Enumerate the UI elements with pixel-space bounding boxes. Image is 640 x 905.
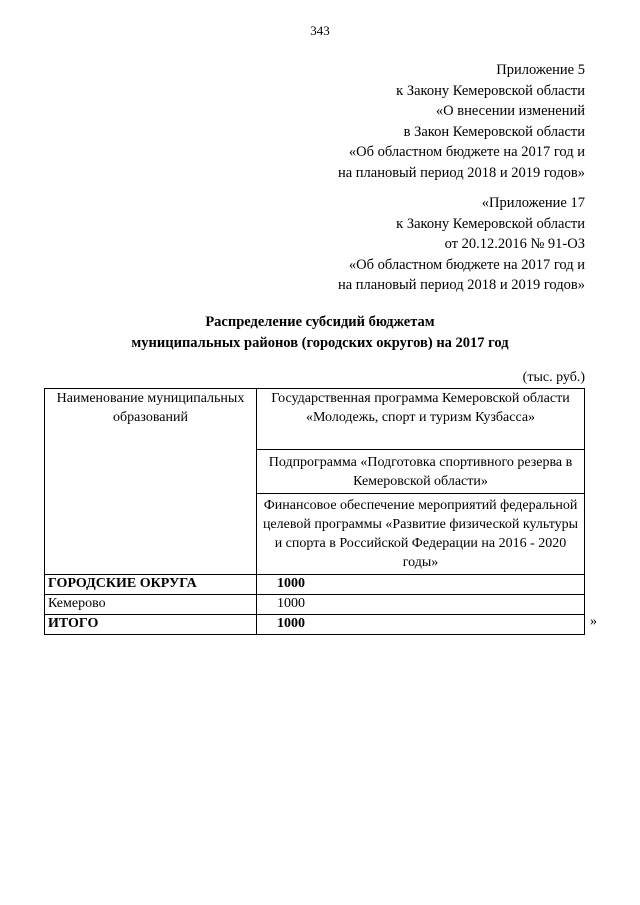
subsidy-distribution-table bbox=[44, 388, 585, 635]
appendix-line: «Приложение 17 bbox=[481, 195, 585, 211]
row-value-cell: 1000 bbox=[257, 615, 585, 635]
table-row bbox=[45, 575, 585, 595]
column-header-financing: Финансовое обеспечение мероприятий федеральной целевой программы «Развитие физической культуры и спорта в Российской Федерации на 2016 - 2020 годы» bbox=[257, 494, 585, 575]
column-header-subprogram: Подпрограмма «Подготовка спортивного резерва в Кемеровской области» bbox=[257, 450, 585, 494]
row-name-cell: Кемерово bbox=[45, 595, 257, 615]
appendix-line: «Об областном бюджете на 2017 год и bbox=[348, 144, 585, 160]
page-number: 343 bbox=[310, 23, 330, 38]
appendix-line: в Закон Кемеровской области bbox=[403, 123, 585, 140]
table-row bbox=[45, 615, 585, 635]
appendix-line: к Закону Кемеровской области bbox=[396, 82, 585, 99]
column-header-municipality: Наименование муниципальных образований bbox=[45, 389, 257, 575]
appendix-line: «О внесении изменений bbox=[435, 103, 585, 119]
appendix-line: Приложение 5 bbox=[496, 62, 585, 78]
row-name-cell: ГОРОДСКИЕ ОКРУГА bbox=[45, 575, 257, 595]
title-line-1: Распределение субсидий бюджетам bbox=[205, 314, 435, 330]
appendix-17-header bbox=[338, 193, 585, 296]
closing-quote: » bbox=[590, 614, 597, 629]
appendix-5-header bbox=[338, 60, 585, 183]
appendix-line: на плановый период 2018 и 2019 годов» bbox=[337, 164, 585, 181]
table-header-row bbox=[45, 389, 585, 450]
table-row bbox=[45, 595, 585, 615]
appendix-line: от 20.12.2016 № 91-ОЗ bbox=[444, 236, 585, 252]
title-line-2: муниципальных районов (городских округов) на 2017 год bbox=[131, 335, 509, 351]
units-label: (тыс. руб.) bbox=[522, 370, 585, 385]
row-name-cell: ИТОГО bbox=[45, 615, 257, 635]
row-value-cell: 1000 bbox=[257, 595, 585, 615]
appendix-line: к Закону Кемеровской области bbox=[396, 215, 585, 232]
row-value-cell: 1000 bbox=[257, 575, 585, 595]
document-title bbox=[0, 312, 640, 354]
appendix-line: «Об областном бюджете на 2017 год и bbox=[348, 256, 585, 273]
appendix-line: на плановый период 2018 и 2019 годов» bbox=[337, 277, 585, 293]
column-header-program: Государственная программа Кемеровской области «Молодежь, спорт и туризм Кузбасса» bbox=[257, 389, 585, 450]
